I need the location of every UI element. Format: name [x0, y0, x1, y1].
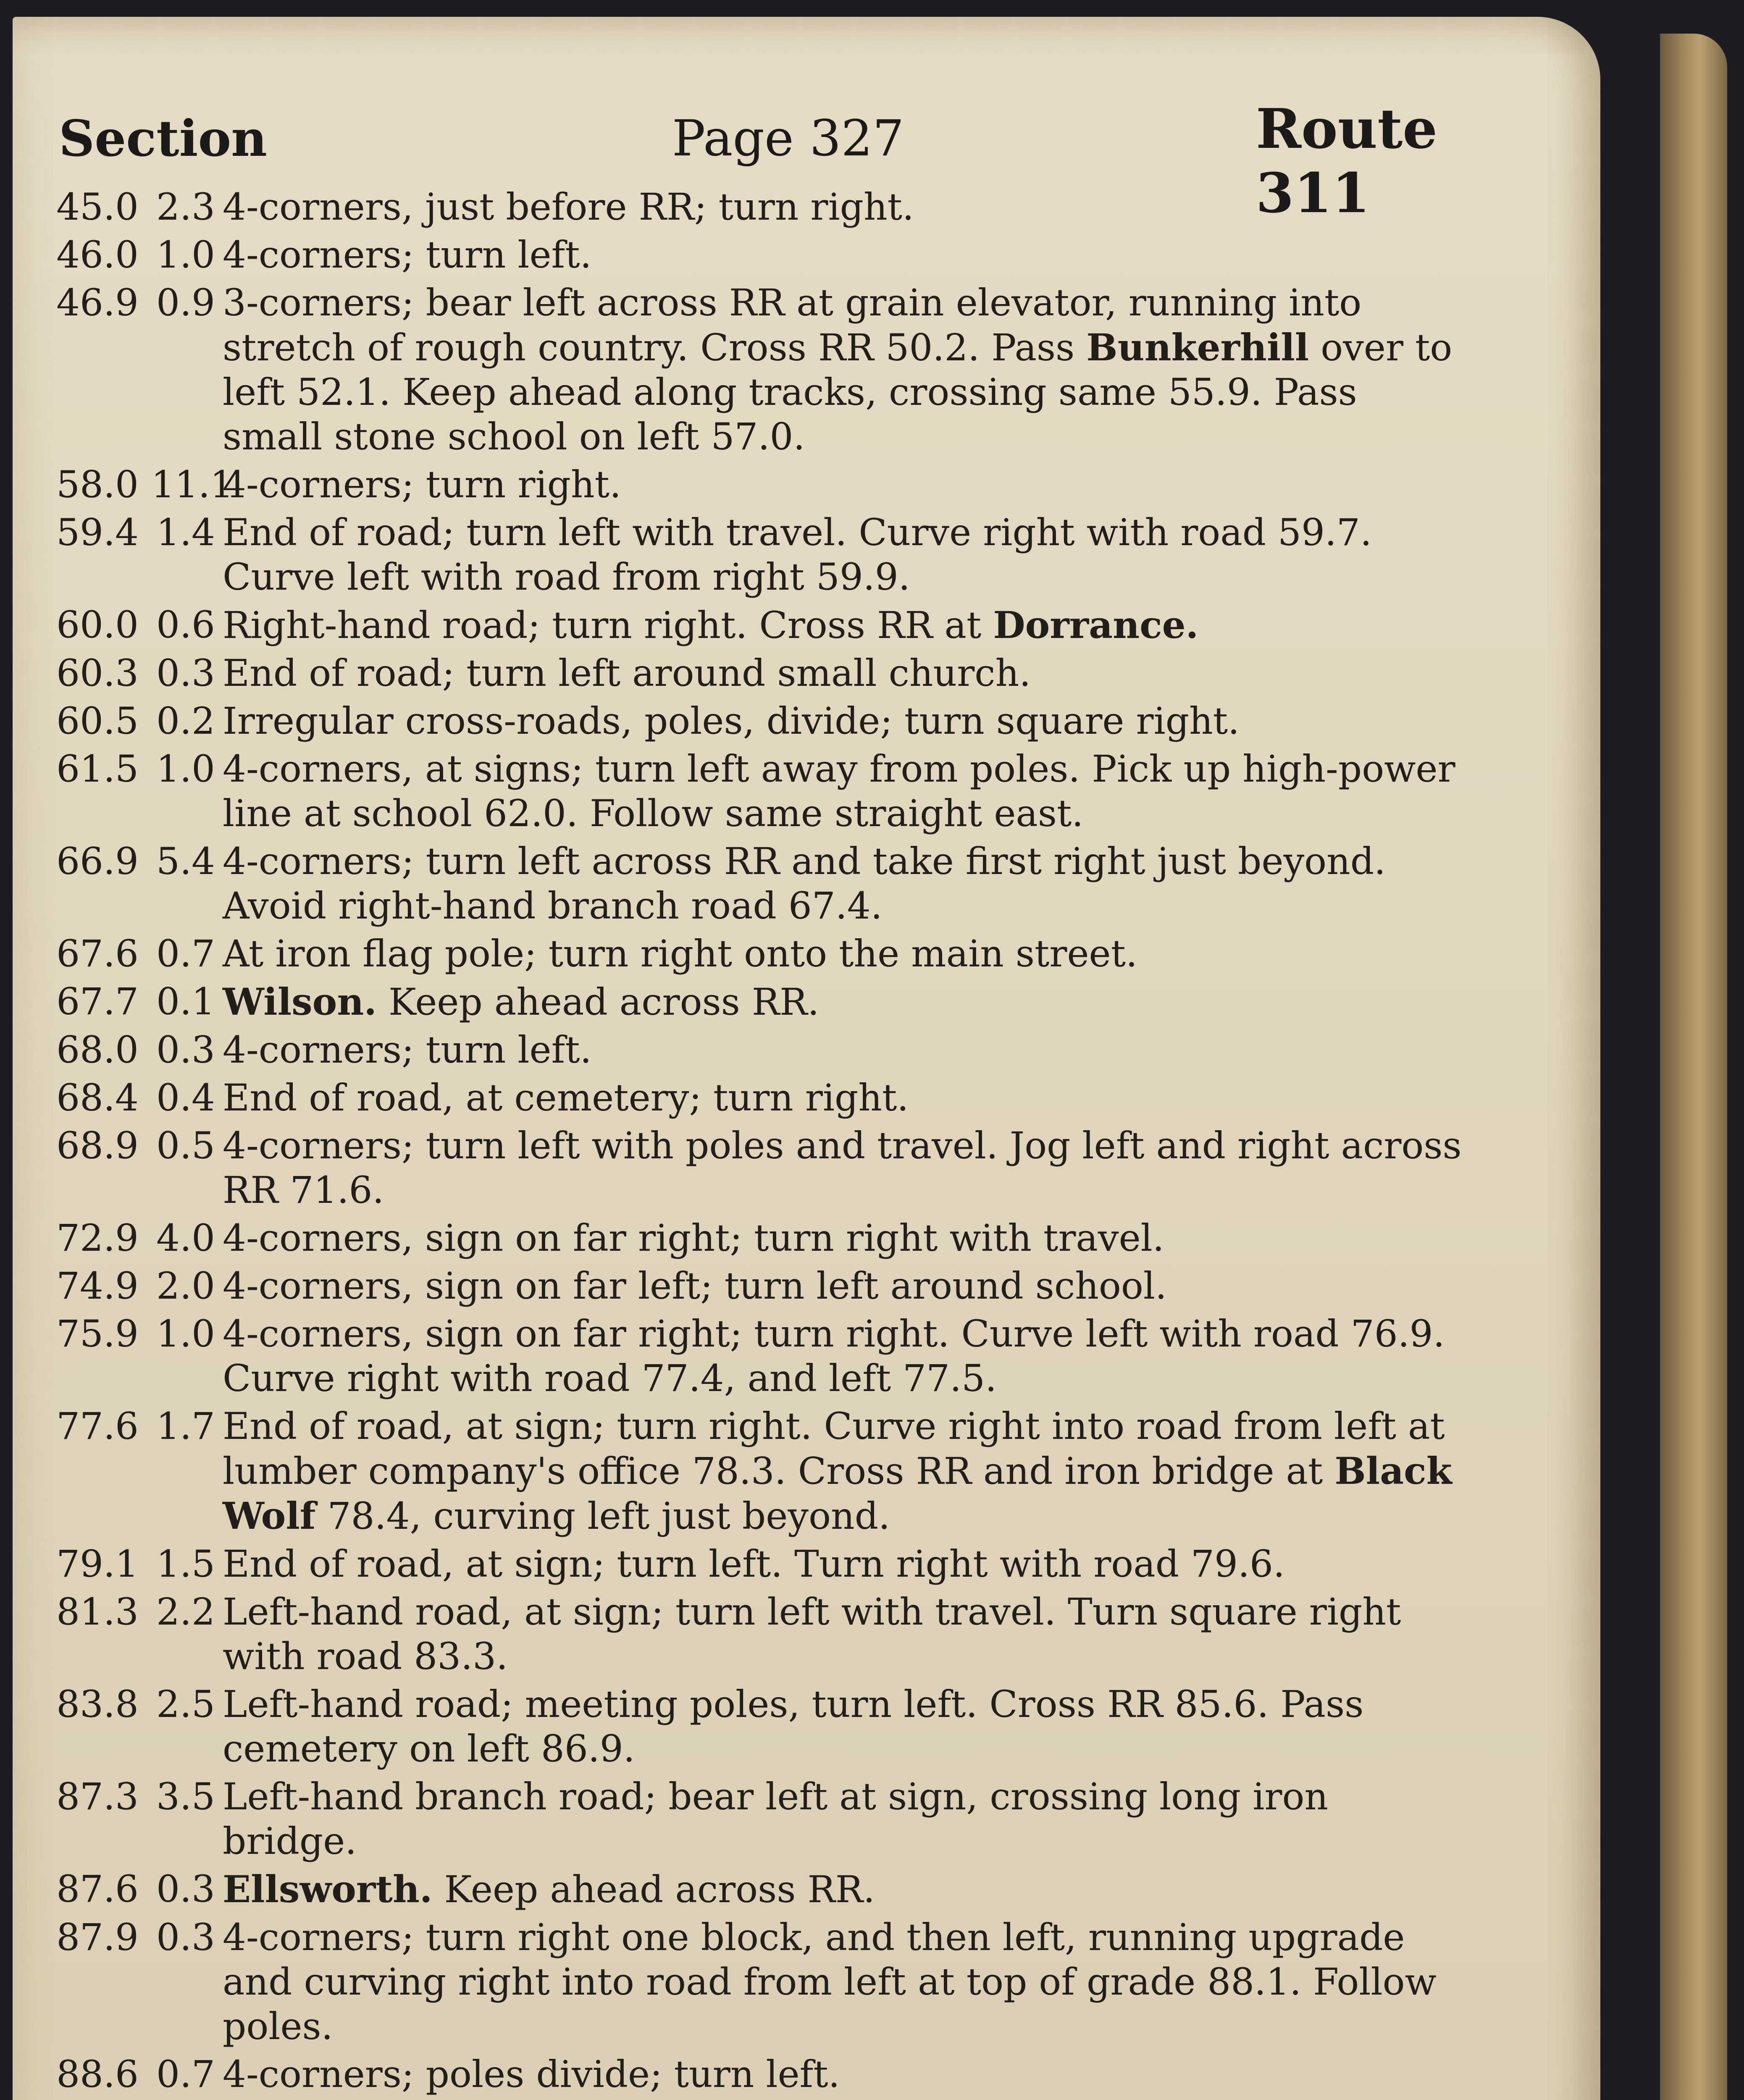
- direction-entry: [13, 462, 1567, 507]
- direction-text: Right-hand road; turn right. Cross RR at Dorrance.: [223, 603, 1199, 647]
- section-mileage: 0.3: [156, 1028, 215, 1071]
- total-mileage: 68.4: [56, 1076, 139, 1119]
- total-mileage: 81.3: [56, 1590, 139, 1633]
- section-mileage: 5.4: [156, 840, 215, 883]
- direction-entry: [13, 281, 1567, 459]
- direction-entry: [13, 699, 1567, 743]
- direction-entry: [13, 1312, 1567, 1401]
- direction-entry: [13, 1028, 1567, 1072]
- total-mileage: 68.9: [56, 1124, 139, 1167]
- direction-entry: [13, 839, 1567, 928]
- total-mileage: 67.6: [56, 932, 139, 975]
- route-number: Route 311: [1256, 97, 1438, 225]
- section-mileage: 0.7: [156, 2053, 215, 2096]
- direction-entry: [13, 1590, 1567, 1679]
- direction-text: End of road; turn left with travel. Curve right with road 59.7. Curve left with road from right 59.9.: [223, 511, 1372, 598]
- total-mileage: 45.0: [56, 185, 139, 228]
- direction-text: 4-corners, at signs; turn left away from poles. Pick up high-power line at school 62.0. Follow same straight east.: [223, 747, 1455, 835]
- direction-text: End of road; turn left around small church.: [223, 651, 1031, 695]
- section-mileage: 0.3: [156, 651, 215, 695]
- direction-text: End of road, at cemetery; turn right.: [223, 1076, 909, 1119]
- direction-entry: [13, 932, 1567, 976]
- section-mileage: 1.0: [156, 233, 215, 276]
- total-mileage: 87.6: [56, 1867, 139, 1911]
- direction-text: 4-corners, sign on far left; turn left around school.: [223, 1264, 1167, 1307]
- direction-entry: [13, 1076, 1567, 1120]
- total-mileage: 46.0: [56, 233, 139, 276]
- direction-text: 4-corners, sign on far right; turn right. Curve left with road 76.9. Curve right with road 77.4, and left 77.5.: [223, 1312, 1445, 1400]
- direction-text: Irregular cross-roads, poles, divide; turn square right.: [223, 699, 1240, 743]
- total-mileage: 46.9: [56, 281, 139, 324]
- direction-entry: [13, 1264, 1567, 1308]
- section-mileage: 0.9: [156, 281, 215, 324]
- direction-entry: [13, 185, 1567, 229]
- direction-text: 4-corners; turn left.: [223, 1028, 592, 1071]
- section-mileage: 1.0: [156, 1312, 215, 1355]
- total-mileage: 66.9: [56, 840, 139, 883]
- section-mileage: 11.1: [151, 463, 234, 506]
- total-mileage: 60.5: [56, 699, 139, 743]
- direction-entry: [13, 1915, 1567, 2049]
- direction-entry: [13, 1542, 1567, 1586]
- direction-text: At iron flag pole; turn right onto the main street.: [223, 932, 1137, 975]
- direction-entry: [13, 603, 1567, 648]
- direction-entry: [13, 1682, 1567, 1771]
- section-mileage: 0.4: [156, 1076, 215, 1119]
- direction-entry: [13, 2052, 1567, 2097]
- direction-text: 3-corners; bear left across RR at grain elevator, running into stretch of rough country. Cross RR 50.2. Pass Bunkerhill over to left 52.1. Keep ahead along tracks, crossing same 55.9. Pass small stone school on left 57.0.: [223, 281, 1452, 458]
- direction-entry: [13, 1867, 1567, 1912]
- direction-text: 4-corners, just before RR; turn right.: [223, 185, 914, 228]
- section-mileage: 0.2: [156, 699, 215, 743]
- total-mileage: 60.3: [56, 651, 139, 695]
- direction-text: Left-hand branch road; bear left at sign, crossing long iron bridge.: [223, 1775, 1329, 1863]
- section-mileage: 0.6: [156, 603, 215, 646]
- section-mileage: 0.5: [156, 1124, 215, 1167]
- direction-entry: [13, 651, 1567, 696]
- total-mileage: 79.1: [56, 1542, 139, 1586]
- total-mileage: 68.0: [56, 1028, 139, 1071]
- direction-text: 4-corners, sign on far right; turn right with travel.: [223, 1216, 1164, 1260]
- section-mileage: 4.0: [156, 1216, 215, 1260]
- section-column-label: Section: [59, 109, 267, 168]
- section-mileage: 2.5: [156, 1683, 215, 1726]
- direction-entry: [13, 1124, 1567, 1213]
- direction-text: Left-hand road; meeting poles, turn left. Cross RR 85.6. Pass cemetery on left 86.9.: [223, 1683, 1364, 1770]
- direction-entry: [13, 510, 1567, 599]
- total-mileage: 77.6: [56, 1404, 139, 1448]
- section-mileage: 2.2: [156, 1590, 215, 1633]
- direction-text: 4-corners; poles divide; turn left.: [223, 2053, 840, 2096]
- section-mileage: 1.5: [156, 1542, 215, 1586]
- section-mileage: 2.3: [156, 185, 215, 228]
- total-mileage: 58.0: [56, 463, 139, 506]
- direction-text: Ellsworth. Keep ahead across RR.: [223, 1867, 875, 1911]
- total-mileage: 61.5: [56, 747, 139, 790]
- direction-entry: [13, 979, 1567, 1024]
- direction-entry: [13, 1216, 1567, 1260]
- section-mileage: 2.0: [156, 1264, 215, 1307]
- direction-text: 4-corners; turn right one block, and then left, running upgrade and curving right into road from left at top of grade 88.1. Follow poles.: [223, 1916, 1437, 2048]
- direction-entry: [13, 747, 1567, 836]
- direction-entry: [13, 233, 1567, 277]
- section-mileage: 1.7: [156, 1404, 215, 1448]
- page-number: Page 327: [672, 109, 904, 167]
- direction-text: 4-corners; turn right.: [223, 463, 621, 506]
- total-mileage: 72.9: [56, 1216, 139, 1260]
- direction-text: 4-corners; turn left.: [223, 233, 592, 276]
- section-mileage: 1.4: [156, 511, 215, 554]
- total-mileage: 88.6: [56, 2053, 139, 2096]
- total-mileage: 67.7: [56, 980, 139, 1023]
- direction-text: 4-corners; turn left across RR and take first right just beyond. Avoid right-hand branch road 67.4.: [223, 840, 1386, 927]
- total-mileage: 59.4: [56, 511, 139, 554]
- direction-text: End of road, at sign; turn right. Curve right into road from left at lumber company's office 78.3. Cross RR and iron bridge at Black Wolf 78.4, curving left just beyond.: [223, 1404, 1452, 1538]
- book-page: [13, 17, 1600, 2100]
- section-mileage: 0.1: [156, 980, 215, 1023]
- total-mileage: 75.9: [56, 1312, 139, 1355]
- total-mileage: 87.3: [56, 1775, 139, 1818]
- direction-text: End of road, at sign; turn left. Turn right with road 79.6.: [223, 1542, 1285, 1586]
- direction-text: Left-hand road, at sign; turn left with travel. Turn square right with road 83.3.: [223, 1590, 1401, 1678]
- direction-entry: [13, 1404, 1567, 1538]
- section-mileage: 0.3: [156, 1916, 215, 1959]
- section-mileage: 1.0: [156, 747, 215, 790]
- section-mileage: 0.7: [156, 932, 215, 975]
- book-page-edges: [1660, 34, 1727, 2100]
- section-mileage: 0.3: [156, 1867, 215, 1911]
- route-directions-list: [13, 185, 1567, 2100]
- direction-text: 4-corners; turn left with poles and travel. Jog left and right across RR 71.6.: [223, 1124, 1462, 1212]
- total-mileage: 74.9: [56, 1264, 139, 1307]
- total-mileage: 87.9: [56, 1916, 139, 1959]
- direction-text: Wilson. Keep ahead across RR.: [223, 980, 819, 1024]
- total-mileage: 83.8: [56, 1683, 139, 1726]
- direction-entry: [13, 1774, 1567, 1864]
- section-mileage: 3.5: [156, 1775, 215, 1818]
- total-mileage: 60.0: [56, 603, 139, 646]
